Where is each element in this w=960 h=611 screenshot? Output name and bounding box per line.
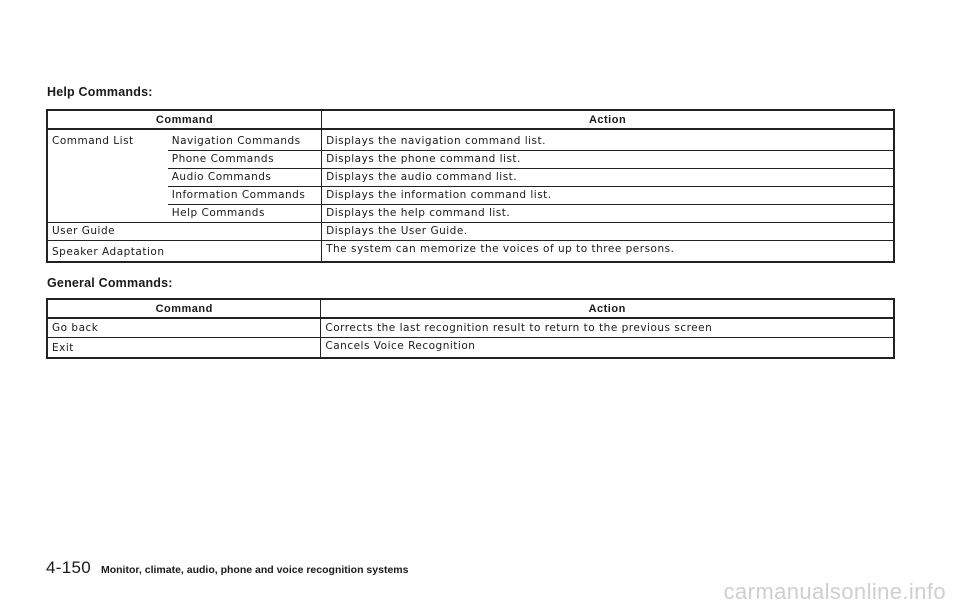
- command-cell: User Guide: [47, 223, 322, 241]
- command-cell: Information Commands: [168, 187, 322, 205]
- command-cell: Exit: [47, 338, 321, 359]
- action-cell: Displays the help command list.: [322, 205, 894, 223]
- action-cell: Cancels Voice Recognition: [325, 340, 476, 352]
- action-cell: The system can memorize the voices of up to three persons.: [326, 243, 675, 255]
- action-cell: Displays the phone command list.: [322, 151, 894, 169]
- page-footer: [46, 558, 408, 578]
- table-row: [47, 169, 894, 187]
- table-row: [47, 129, 894, 151]
- command-cell: Audio Commands: [168, 169, 322, 187]
- column-header-command: Command: [47, 110, 322, 129]
- watermark: carmanualsonline.info: [723, 579, 946, 604]
- help-commands-heading: Help Commands:: [47, 85, 153, 99]
- column-header-action: Action: [322, 110, 894, 129]
- table-row: [47, 205, 894, 223]
- column-header-action: Action: [321, 299, 894, 318]
- column-header-command: Command: [47, 299, 321, 318]
- action-cell: Displays the audio command list.: [322, 169, 894, 187]
- table-row: [47, 318, 894, 338]
- table-row: [47, 223, 894, 241]
- action-cell: Displays the User Guide.: [322, 223, 894, 241]
- command-cell: Speaker Adaptation: [47, 241, 322, 263]
- page-number: 4-150: [46, 558, 91, 577]
- table-header-row: [47, 299, 894, 318]
- table-row: [47, 241, 894, 263]
- table-header-row: [47, 110, 894, 129]
- command-cell: Go back: [47, 318, 321, 338]
- command-cell: Help Commands: [168, 205, 322, 223]
- help-commands-table: [46, 109, 895, 263]
- action-cell: Displays the navigation command list.: [322, 129, 894, 151]
- general-commands-heading: General Commands:: [47, 276, 173, 290]
- table-row: [47, 338, 894, 359]
- command-cell: Phone Commands: [168, 151, 322, 169]
- table-row: [47, 151, 894, 169]
- section-title: Monitor, climate, audio, phone and voice recognition systems: [100, 564, 409, 576]
- general-commands-table: [46, 298, 895, 359]
- command-list-label: Command List: [47, 129, 168, 223]
- action-cell: Corrects the last recognition result to return to the previous screen: [321, 318, 894, 338]
- table-row: [47, 187, 894, 205]
- action-cell: Displays the information command list.: [322, 187, 894, 205]
- command-cell: Navigation Commands: [168, 129, 322, 151]
